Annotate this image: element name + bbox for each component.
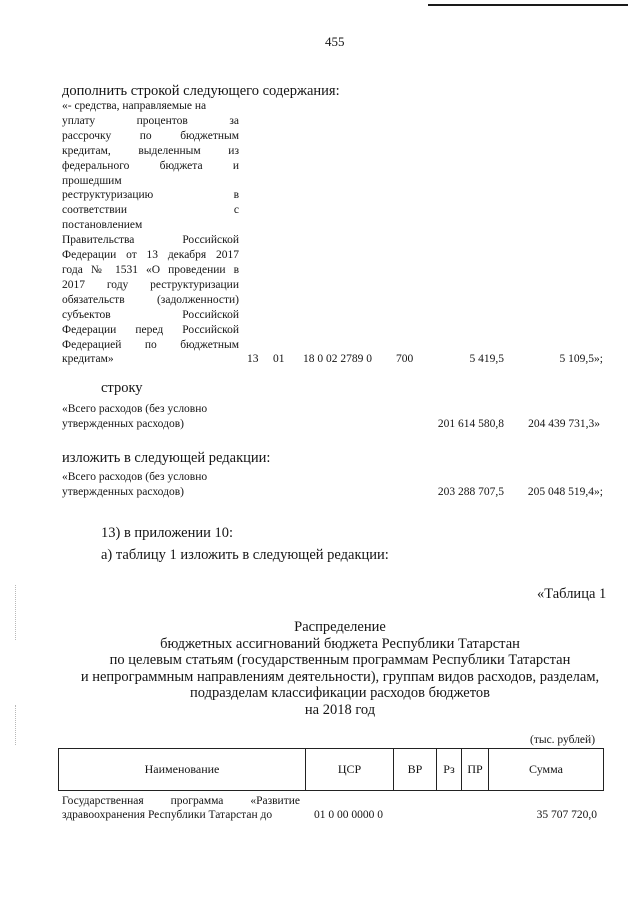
amend1-name-line: уплату процентов за: [62, 114, 239, 127]
amend2-sum-2018: 201 614 580,8: [437, 418, 504, 430]
amend1-name-line: постановлением: [62, 219, 143, 232]
table-header: [58, 748, 604, 791]
amend1-name-line: соответствии с: [62, 204, 239, 217]
amend1-name-line: рассрочку по бюджетным: [62, 129, 239, 142]
title-line: и непрограммным направлениям деятельности), группам видов расходов, разделам,: [80, 668, 600, 685]
row1-name-line1: Государственная программа «Развитие: [62, 795, 300, 807]
amend2-line1: «Всего расходов (без условно: [62, 403, 208, 415]
amend1-vr: 700: [396, 353, 414, 365]
row1-name-line2: здравоохранения Республики Татарстан до: [62, 809, 273, 821]
amend1-name-line: года № 1531 «О проведении в: [62, 263, 239, 276]
amend1-name-line: прошедшим: [62, 174, 122, 187]
amend1-name-line: Правительства Российской: [62, 234, 239, 247]
title-line: на 2018 год: [304, 701, 376, 718]
amend1-sum-2018: 5 419,5: [469, 353, 504, 365]
header-name: Наименование: [59, 749, 306, 791]
amend1-name-line: кредитам, выделенным из: [62, 144, 239, 157]
amend1-name-line: Федерации от 13 декабря 2017: [62, 249, 239, 262]
amend2-label: строку: [101, 380, 143, 396]
header-sum: Сумма: [489, 749, 604, 791]
amend1-name-line: реструктуризацию в: [62, 189, 239, 202]
title-line: подразделам классификации расходов бюджетов: [190, 685, 490, 702]
amend3-label: изложить в следующей редакции:: [62, 450, 271, 466]
amend1-csr: 18 0 02 2789 0: [303, 353, 372, 365]
amend1-name-line: «- средства, направляемые на: [62, 100, 207, 112]
amend3-sum-2019: 205 048 519,4»;: [527, 486, 603, 498]
units-label: (тыс. рублей): [530, 734, 596, 746]
title-line: бюджетных ассигнований бюджета Республики Татарстан: [160, 635, 520, 652]
amend1-pr: 01: [273, 353, 285, 365]
amend1-name-line: Федерации перед Российской: [62, 323, 239, 336]
amend2-sum-2019: 204 439 731,3»: [528, 418, 600, 430]
title-line: по целевым статьям (государственным программам Республики Татарстан: [109, 652, 571, 669]
row1-csr: 01 0 00 0000 0: [314, 809, 383, 821]
table-label: «Таблица 1: [537, 586, 607, 602]
header-vr: ВР: [394, 749, 437, 791]
amend1-sum-2019: 5 109,5»;: [559, 353, 603, 365]
amend1-name-line: обязательств (задолженности): [62, 293, 239, 306]
amend3-line1: «Всего расходов (без условно: [62, 471, 208, 483]
scan-artifact: [15, 705, 16, 745]
header-csr: ЦСР: [306, 749, 394, 791]
amend3-line2: утвержденных расходов): [62, 486, 184, 498]
table-title: [40, 619, 640, 719]
item-13: 13) в приложении 10:: [101, 525, 234, 541]
header-rz: Рз: [437, 749, 462, 791]
amend1-name-line: федерального бюджета и: [62, 159, 239, 172]
amend1-name-cell: [62, 99, 239, 367]
top-rule: [428, 4, 628, 6]
amend2-line2: утвержденных расходов): [62, 418, 184, 430]
amend1-name-line: 2017 году реструктуризации: [62, 278, 239, 291]
header-pr: ПР: [462, 749, 489, 791]
amend1-intro: дополнить строкой следующего содержания:: [62, 83, 340, 99]
amend1-rz: 13: [247, 353, 259, 365]
item-a: а) таблицу 1 изложить в следующей редакции:: [101, 547, 389, 563]
amend1-name-line: субъектов Российской: [62, 308, 239, 321]
page-number: 455: [325, 34, 345, 49]
amend1-name-line: Федерацией по бюджетным: [62, 338, 239, 351]
scan-artifact: [15, 585, 16, 640]
row1-sum: 35 707 720,0: [536, 809, 597, 821]
title-line: Распределение: [294, 619, 386, 635]
amend3-sum-2018: 203 288 707,5: [437, 486, 504, 498]
amend1-name-line: кредитам»: [62, 353, 114, 366]
